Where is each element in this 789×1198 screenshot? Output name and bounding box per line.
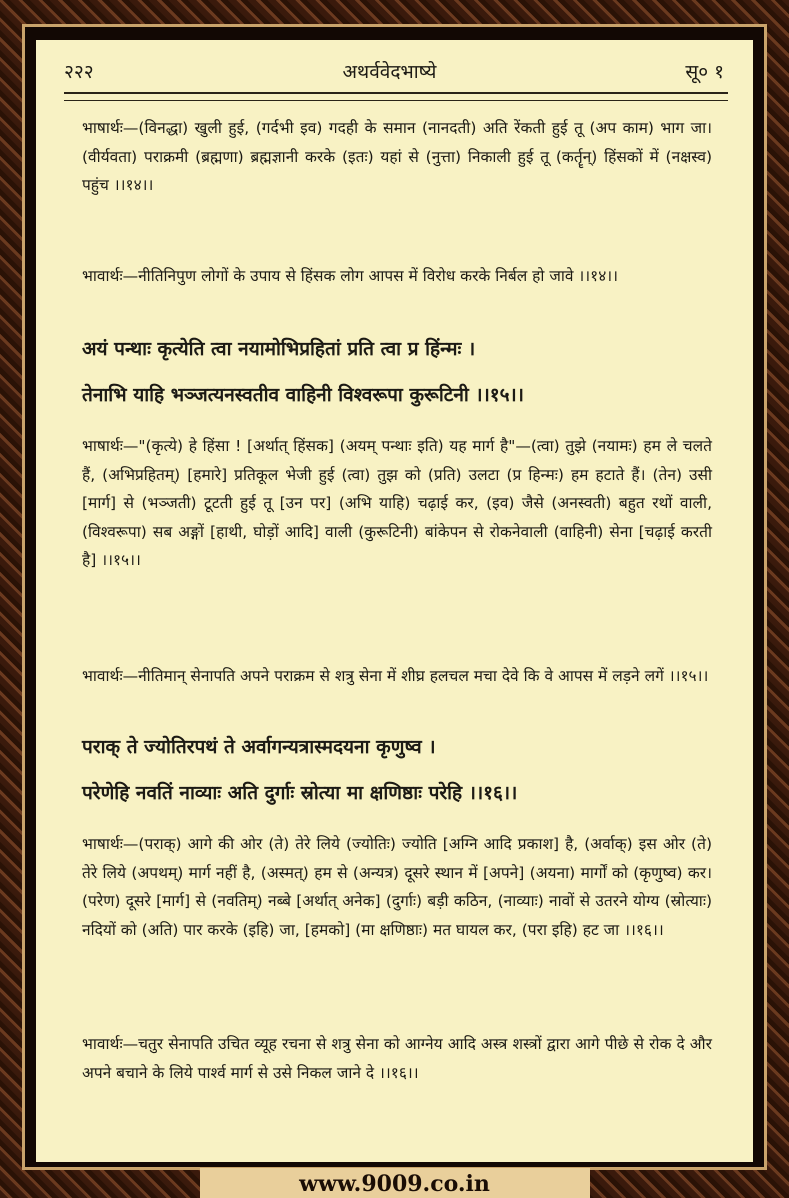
mantra-16-line-2: परेणेहि नवतिं नाव्याः अति दुर्गाः स्रोत्या मा क्षणिष्ठाः परेहि ।।१६।। xyxy=(82,782,518,804)
translation-paragraph-15: भाषार्थः—"(कृत्ये) हे हिंसा ! [अर्थात् हिंसक] (अयम् पन्थाः इति) यह मार्ग है"—(त्वा) तुझे (नयामः) हम ले चलते हैं, (अभिप्रहितम्) [हमारे] प्रतिकूल भेजी हुई (त्वा) तुझ को (प्रति) उलटा (प्र हिन्मः) हम हटाते हैं। (तेन) उसी [मार्ग] से (भञ्जती) टूटती हुई तू [उन पर] (अभि याहि) चढ़ाई कर, (इव) जैसे (अनस्वती) बहुत रथों वाली, (विश्वरूपा) सब अङ्गों [हाथी, घोड़ों आदि] वाली (कुरूटिनी) बांकेपन से रोकनेवाली (वाहिनी) सेना [चढ़ाई करती है] ।।१५।। xyxy=(82,437,712,569)
book-page xyxy=(36,40,753,1162)
mantra-15 xyxy=(82,326,722,418)
mantra-15-line-1: अयं पन्थाः कृत्येति त्वा नयामोभिप्रहितां प्रति त्वा प्र हिंन्मः । xyxy=(82,338,476,360)
footer-website-link[interactable]: www.9009.co.in xyxy=(299,1171,490,1197)
mantra-15-line-2: तेनाभि याहि भञ्जत्यनस्वतीव वाहिनी विश्वरूपा कुरूटिनी ।।१५।। xyxy=(82,384,524,406)
page-number: २२२ xyxy=(64,61,94,83)
page-header xyxy=(64,54,724,88)
commentary-paragraph-16: भावार्थः—चतुर सेनापति उचित व्यूह रचना से शत्रु सेना को आग्नेय आदि अस्त्र शस्त्रों द्वारा आगे पीछे से रोक दे और अपने बचाने के लिये पार्श्व मार्ग से उसे निकल जाने दे ।।१६।। xyxy=(82,1035,712,1082)
commentary-paragraph-15: भावार्थः—नीतिमान् सेनापति अपने पराक्रम से शत्रु सेना में शीघ्र हलचल मचा देवे कि वे आपस में लड़ने लगें ।।१५।। xyxy=(82,667,709,685)
mantra-16 xyxy=(82,724,722,816)
translation-paragraph-16: भाषार्थः—(पराक्) आगे की ओर (ते) तेरे लिये (ज्योतिः) ज्योति [अग्नि आदि प्रकाश] है, (अर्वाक्) इस ओर (ते) तेरे लिये (अपथम्) मार्ग नहीं है, (अस्मत्) हम से (अन्यत्र) दूसरे स्थान में [अपने] (अयना) मार्गों को (कृणुष्व) कर। (परेण) दूसरे [मार्ग] से (नवतिम्) नब्बे [अर्थात् अनेक] (दुर्गाः) बड़ी कठिन, (नाव्याः) नावों से उतरने योग्य (स्रोत्याः) नदियों को (अति) पार करके (इहि) जा, [हमको] (मा क्षणिष्ठाः) मत घायल कर, (परा इहि) हट जा ।।१६।। xyxy=(82,835,712,939)
header-divider xyxy=(64,92,728,101)
commentary-paragraph-14: भावार्थः—नीतिनिपुण लोगों के उपाय से हिंसक लोग आपस में विरोध करके निर्बल हो जावे ।।१४।। xyxy=(82,267,619,285)
section-label: सू० १ xyxy=(685,61,724,83)
book-title: अथर्ववेदभाष्ये xyxy=(342,61,437,83)
translation-paragraph-14: भाषार्थः—(विनद्धा) खुली हुई, (गर्दभी इव) गदही के समान (नानदती) अति रेंकती हुई तू (अप काम) भाग जा। (वीर्यवता) पराक्रमी (ब्रह्मणा) ब्रह्मज्ञानी करके (इतः) यहां से (नुत्ता) निकाली हुई तू (कर्तॄन्) हिंसकों में (नक्षस्व) पहुंच ।।१४।। xyxy=(82,119,712,194)
mantra-16-line-1: पराक् ते ज्योतिरपथं ते अर्वागन्यत्रास्मदयना कृणुष्व । xyxy=(82,736,436,758)
